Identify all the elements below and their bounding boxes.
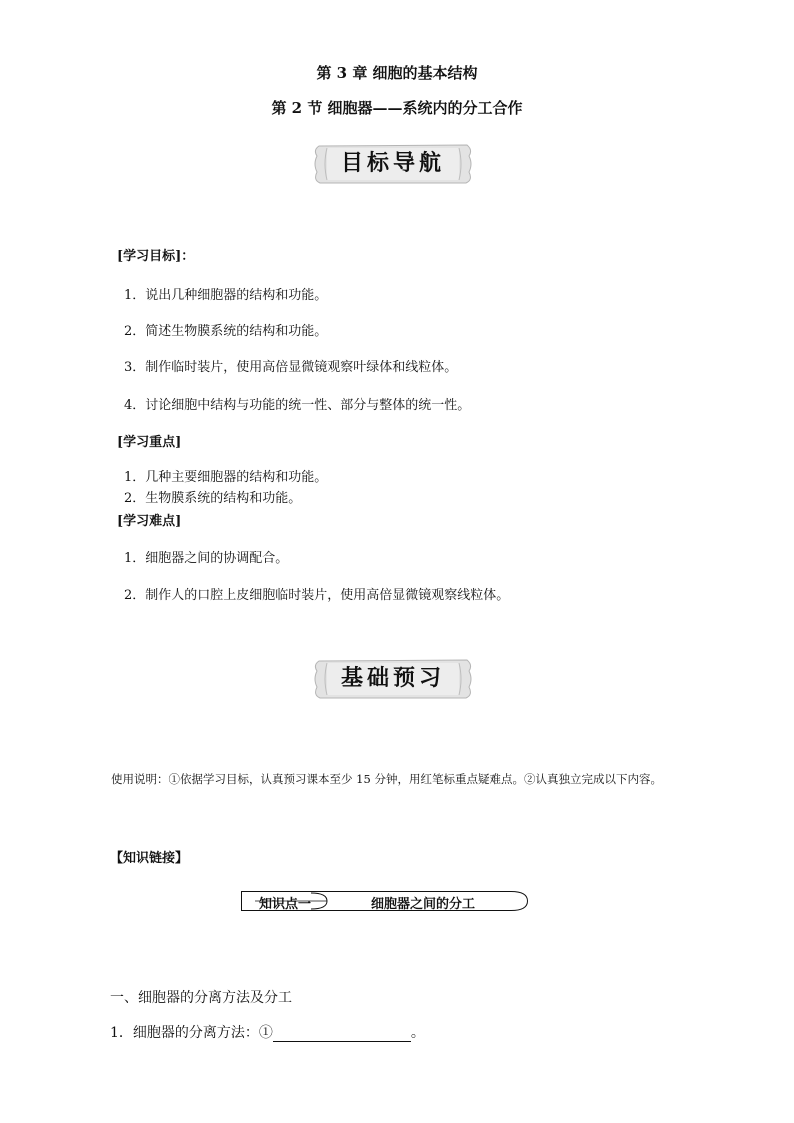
- goals-banner-text: 目标导航: [340, 151, 445, 176]
- usage-instructions: 使用说明：①依据学习目标，认真预习课本至少 15 分钟，用红笔标重点疑难点。②认真独立完成以下内容。: [111, 772, 662, 786]
- question-one: [110, 1022, 425, 1042]
- objective-item: 2．简述生物膜系统的结构和功能。: [124, 324, 328, 339]
- key-point-item: 1．几种主要细胞器的结构和功能。: [124, 470, 328, 485]
- preview-banner-text: 基础预习: [340, 666, 445, 691]
- goals-banner: [311, 140, 475, 188]
- objective-item: 3．制作临时装片，使用高倍显微镜观察叶绿体和线粒体。: [124, 360, 458, 375]
- key-points-heading: [学习重点]: [117, 435, 182, 450]
- knowledge-link-heading: 【知识链接】: [110, 851, 189, 866]
- objective-item: 1．说出几种细胞器的结构和功能。: [124, 288, 328, 303]
- difficulties-heading: [学习难点]: [117, 514, 182, 529]
- preview-banner: [311, 655, 475, 703]
- section-one-heading: 一、细胞器的分离方法及分工: [110, 990, 292, 1006]
- section-title: 第 2 节 细胞器——系统内的分工合作: [271, 99, 523, 117]
- difficulty-item: 1．细胞器之间的协调配合。: [124, 551, 289, 566]
- difficulty-item: 2．制作人的口腔上皮细胞临时装片，使用高倍显微镜观察线粒体。: [124, 588, 510, 603]
- answer-blank[interactable]: [273, 1027, 411, 1042]
- key-point-item: 2．生物膜系统的结构和功能。: [124, 491, 302, 506]
- knowledge-point-title: 细胞器之间的分工: [371, 897, 476, 912]
- objective-item: 4．讨论细胞中结构与功能的统一性、部分与整体的统一性。: [124, 398, 471, 413]
- question-one-prefix: 1．细胞器的分离方法：①: [110, 1025, 273, 1041]
- objectives-heading: [学习目标]：: [117, 249, 195, 264]
- knowledge-point-label: 知识点一: [259, 897, 312, 912]
- question-one-suffix: 。: [410, 1025, 425, 1041]
- chapter-title: 第 3 章 细胞的基本结构: [316, 64, 478, 82]
- knowledge-point-box: [241, 891, 528, 911]
